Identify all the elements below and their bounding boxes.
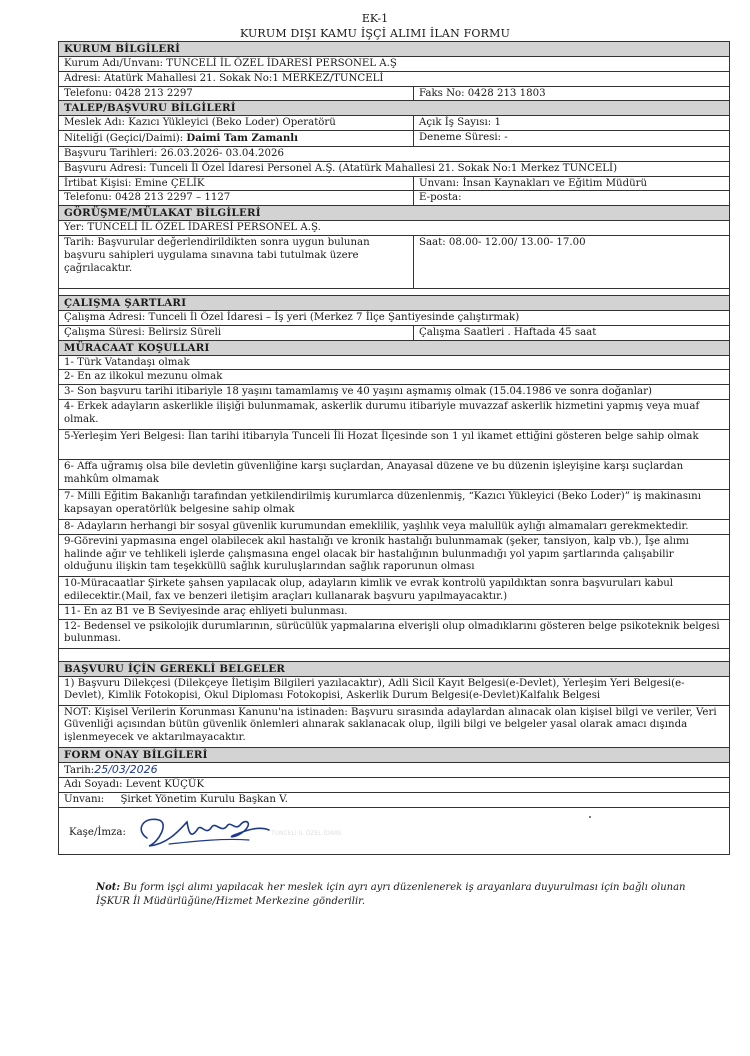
muracaat-item: 4- Erkek adayların askerlikle ilişiği bulunmamak, askerlik durumu itibariyle muvazzaf askerlik hizmetini yapmış veya muaf olmak. xyxy=(59,399,730,429)
muracaat-item: 10-Müracaatlar Şirkete şahsen yapılacak olup, adayların kimlik ve evrak kontrolü yapıldıktan sonra başvuruları kabul edilecektir.(Mail, fax ve benzeri iletişim araçları kullanarak başvuru yapılmayacaktır.) xyxy=(59,576,730,604)
muracaat-item: 9-Görevini yapmasına engel olabilecek akıl hastalığı ve kronik hastalığı bulunmamak (şeker, tansiyon, kalp vb.), İşe alımı halinde ağır ve tehlikeli işlerde çalışmasına engel olacak bir hastalığının bulunmadığı yol yapım şartlarında çalışabilir olduğunu ilişkin tam teşekküllü sağlık kuruluşlarından sağlık raporunun olması xyxy=(59,534,730,576)
muracaat-item: 7- Milli Eğitim Bakanlığı tarafından yetkilendirilmiş kurumlarca düzenlenmiş, “Kazıcı Yükleyici (Beko Loder)” iş makinasını kapsayan operatörlük belgesine sahip olmak xyxy=(59,489,730,519)
spacer-row xyxy=(59,288,730,295)
belgeler-not: NOT: Kişisel Verilerin Korunması Kanunu'na istinaden: Başvuru sırasında adaylardan alınacak olan kişisel bilgi ve veriler, Veri Güvenliği açısından bütün güvenlik önlemleri alınarak saklanacak olup, ilgili bilgi ve belgeler yasal olarak amacı dışında işlenmeyecek ve aktarılmayacaktır. xyxy=(59,705,730,747)
kase-imza-label: Kaşe/İmza: xyxy=(69,826,126,838)
calisma-saatleri: Çalışma Saatleri . Haftada 45 saat xyxy=(414,325,730,340)
onay-tarih-value: 25/03/2026 xyxy=(94,762,158,776)
muracaat-item: 6- Affa uğramış olsa bile devletin güvenliğine karşı suçlardan, Anayasal düzene ve bu düzenin işleyişine karşı suçlardan mahkûm olmamak xyxy=(59,459,730,489)
onay-unvani-label: Unvanı: xyxy=(64,794,105,806)
footer-note-label: Not: xyxy=(96,882,121,893)
onay-tarih xyxy=(59,762,730,778)
talep-niteligi-label: Niteliği (Geçici/Daimi): xyxy=(64,133,187,145)
onay-unvani-value: Şirket Yönetim Kurulu Başkan V. xyxy=(120,794,288,806)
kurum-faks: Faks No: 0428 213 1803 xyxy=(414,86,730,101)
onay-tarih-label: Tarih: xyxy=(64,764,95,776)
section-gorusme-title: GÖRÜŞME/MÜLAKAT BİLGİLERİ xyxy=(59,206,730,221)
muracaat-item: 2- En az ilkokul mezunu olmak xyxy=(59,370,730,385)
gorusme-tarih: Tarih: Başvurular değerlendirildikten sonra uygun bulunan başvuru sahipleri uygulama sınavına tabi tutulmak üzere çağrılacaktır. xyxy=(59,235,414,288)
signature-cell xyxy=(59,807,730,854)
kurum-telefon: Telefonu: 0428 213 2297 xyxy=(59,86,414,101)
muracaat-item: 1- Türk Vatandaşı olmak xyxy=(59,355,730,370)
muracaat-item: 3- Son başvuru tarihi itibariyle 18 yaşını tamamlamış ve 40 yaşını aşmamış olmak (15.04.1986 ve sonra doğanlar) xyxy=(59,385,730,400)
section-calisma-title: ÇALIŞMA ŞARTLARI xyxy=(59,295,730,310)
talep-meslek: Meslek Adı: Kazıcı Yükleyici (Beko Loder) Operatörü xyxy=(59,116,414,131)
gorusme-saat: Saat: 08.00- 12.00/ 13.00- 17.00 xyxy=(414,235,730,288)
talep-adres: Başvuru Adresi: Tunceli İl Özel İdaresi Personel A.Ş. (Atatürk Mahallesi 21. Sokak No:1 Merkez TUNCELİ) xyxy=(59,161,730,176)
footer-note xyxy=(96,881,696,909)
talep-deneme: Deneme Süresi: - xyxy=(414,131,730,147)
muracaat-item: 5-Yerleşim Yeri Belgesi: İlan tarihi itibarıyla Tunceli İli Hozat İlçesinde son 1 yıl ikamet ettiğini gösteren belge sahip olmak xyxy=(59,429,730,459)
signature-icon xyxy=(129,808,279,854)
talep-telefon: Telefonu: 0428 213 2297 – 1127 xyxy=(59,191,414,206)
kurum-adi: Kurum Adı/Unvanı: TUNCELİ İL ÖZEL İDARESİ PERSONEL A.Ş xyxy=(59,57,730,72)
form-annex-label: EK-1 xyxy=(361,12,389,25)
calisma-sure: Çalışma Süresi: Belirsiz Süreli xyxy=(59,325,414,340)
calisma-adres: Çalışma Adresi: Tunceli İl Özel İdaresi – İş yeri (Merkez 7 İlçe Şantiyesinde çalıştırmak) xyxy=(59,310,730,325)
footer-note-text: Bu form işçi alımı yapılacak her meslek için ayrı ayrı düzenlenerek iş arayanlara duyurulması için bağlı olunan İŞKUR İl Müdürlüğüne/Hizmet Merkezine gönderilir. xyxy=(96,882,686,907)
job-announcement-form xyxy=(58,41,730,855)
talep-acik-is: Açık İş Sayısı: 1 xyxy=(414,116,730,131)
kurum-adres: Adresi: Atatürk Mahallesi 21. Sokak No:1 MERKEZ/TUNCELİ xyxy=(59,71,730,86)
belgeler-text: 1) Başvuru Dilekçesi (Dilekçeye İletişim Bilgileri yazılacaktır), Adli Sicil Kayıt Belgesi(e-Devlet), Yerleşim Yeri Belgesi(e-Devlet), Kimlik Fotokopisi, Okul Diploması Fotokopisi, Askerlik Durum Belgesi(e-Devlet)Kalfalık Belgesi xyxy=(59,676,730,705)
onay-unvani xyxy=(59,793,730,808)
talep-niteligi xyxy=(59,131,414,147)
section-muracaat-title: MÜRACAAT KOŞULLARI xyxy=(59,340,730,355)
section-kurum-title: KURUM BİLGİLERİ xyxy=(59,42,730,57)
ink-dot xyxy=(589,816,591,818)
muracaat-item: 11- En az B1 ve B Seviyesinde araç ehliyeti bulunması. xyxy=(59,604,730,619)
talep-tarihleri: Başvuru Tarihleri: 26.03.2026- 03.04.2026 xyxy=(59,146,730,161)
section-belgeler-title: BAŞVURU İÇİN GEREKLİ BELGELER xyxy=(59,661,730,676)
talep-irtibat: İrtibat Kişisi: Emine ÇELİK xyxy=(59,176,414,191)
section-talep-title: TALEP/BAŞVURU BİLGİLERİ xyxy=(59,101,730,116)
spacer-row xyxy=(59,648,730,661)
onay-adi: Adı Soyadı: Levent KÜÇÜK xyxy=(59,778,730,793)
faded-stamp: TUNCELİ İL ÖZEL İDARE xyxy=(271,829,342,837)
talep-eposta: E-posta: xyxy=(414,191,730,206)
talep-unvani: Unvanı: İnsan Kaynakları ve Eğitim Müdürü xyxy=(414,176,730,191)
section-onay-title: FORM ONAY BİLGİLERİ xyxy=(59,747,730,762)
form-title: KURUM DIŞI KAMU İŞÇİ ALIMI İLAN FORMU xyxy=(239,27,511,40)
gorusme-yer: Yer: TUNCELİ İL ÖZEL İDARESİ PERSONEL A.Ş. xyxy=(59,221,730,236)
muracaat-item: 12- Bedensel ve psikolojik durumlarının, sürücülük yapmalarına elverişli olup olmadıklarını gösteren belge psikoteknik belgesi bulunması. xyxy=(59,619,730,648)
talep-niteligi-value: Daimi Tam Zamanlı xyxy=(186,132,299,145)
muracaat-item: 8- Adayların herhangi bir sosyal güvenlik kurumundan emeklilik, yaşlılık veya malullük aylığı almamaları gerekmektedir. xyxy=(59,519,730,534)
